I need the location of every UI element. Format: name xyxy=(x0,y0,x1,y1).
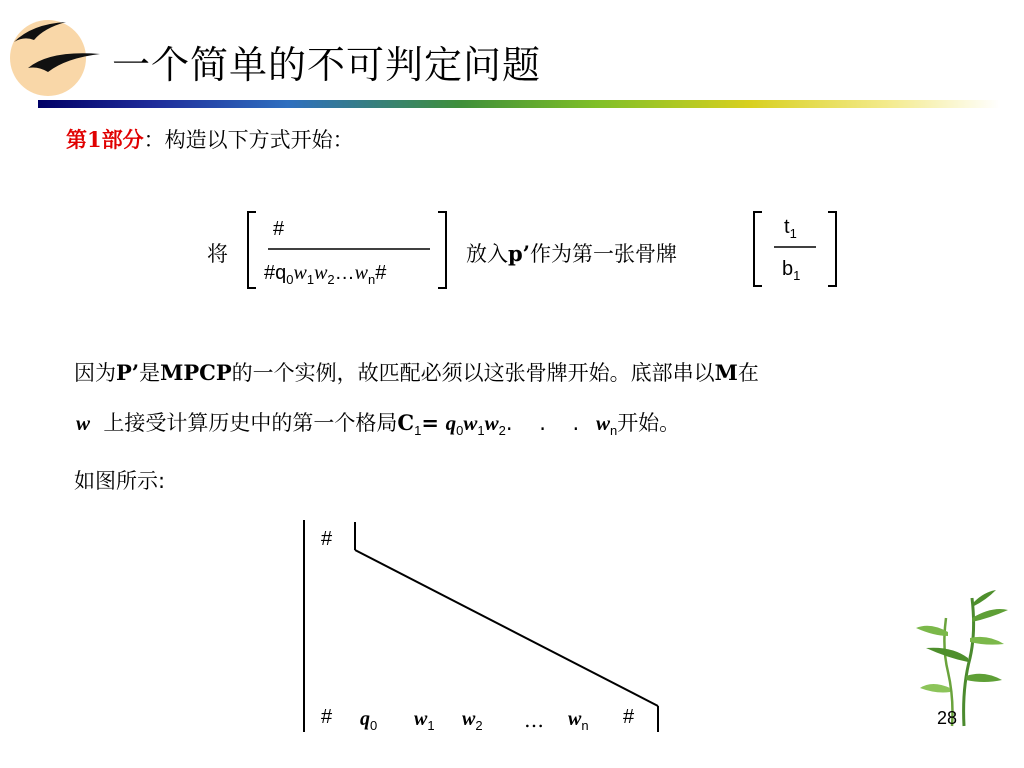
domino-middle-text: 放入p’作为第一张骨牌 xyxy=(466,241,677,266)
part1-heading xyxy=(66,124,354,154)
paragraph-line-2: w 上接受计算历史中的第一个格局$C_1= q_0w_1w_2$. . . $w_n$开始。 xyxy=(76,410,681,439)
diagram-bottom-hash-right: # xyxy=(623,706,635,728)
logo-birds-icon xyxy=(4,10,104,98)
diagram-top-hash: # xyxy=(321,528,333,550)
domino-first-top: # xyxy=(273,218,285,240)
computation-diagram xyxy=(296,518,666,734)
diagram-q0: $q_0$ xyxy=(360,708,378,733)
domino-b1: $b_1$ xyxy=(782,258,801,283)
domino-first-bottom: $\#q_0w_1w_2\dots w_n\#$ xyxy=(264,262,387,287)
title-divider xyxy=(38,100,1000,108)
diagram-w1: $w_1$ xyxy=(414,708,435,733)
paragraph-line-1: 因为P’是MPCP的一个实例，故匹配必须以这张骨牌开始。底部串以M在 xyxy=(74,360,759,385)
part1-text: ：构造以下方式开始： xyxy=(143,128,354,152)
bamboo-decoration-icon xyxy=(912,588,1012,728)
diagram-ellipsis: … xyxy=(524,708,544,732)
diagram-bottom-hash-left: # xyxy=(321,706,333,728)
diagram-w2: $w_2$ xyxy=(462,708,483,733)
diagram-wn: $w_n$ xyxy=(568,708,589,733)
part1-label: 第1部分 xyxy=(66,127,144,152)
page-number: 28 xyxy=(937,708,958,728)
slide-title: 一个简单的不可判定问题 xyxy=(112,43,542,87)
domino-lead: 将 xyxy=(207,242,228,266)
figure-caption: 如图所示: xyxy=(74,469,166,493)
domino-t1: $t_1$ xyxy=(784,216,797,241)
